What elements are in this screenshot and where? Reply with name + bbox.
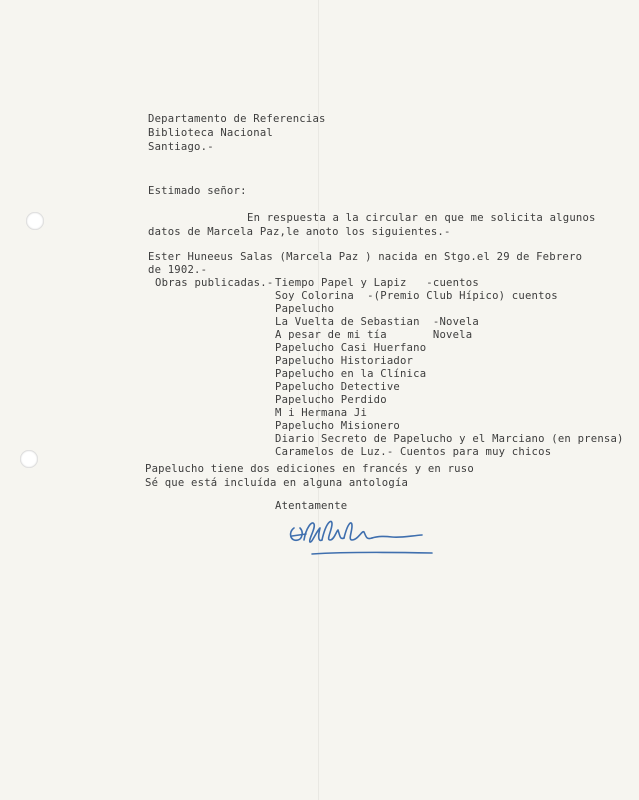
work-item: Papelucho Historiador xyxy=(275,355,414,367)
work-item: Papelucho en la Clínica xyxy=(275,368,427,380)
birth-line-1: Ester Huneeus Salas (Marcela Paz ) nacida en Stgo.el 29 de Febrero xyxy=(148,251,583,263)
address-line-3: Santiago.- xyxy=(148,141,214,153)
punch-hole xyxy=(20,450,38,468)
address-line-2: Biblioteca Nacional xyxy=(148,127,273,139)
work-item: Papelucho Perdido xyxy=(275,394,387,406)
intro-line-2: datos de Marcela Paz,le anoto los siguientes.- xyxy=(148,226,451,238)
works-label: Obras publicadas.- xyxy=(155,277,274,289)
work-item: Diario Secreto de Papelucho y el Marciano (en prensa) xyxy=(275,433,624,445)
work-item: Papelucho Casi Huerfano xyxy=(275,342,427,354)
work-item: La Vuelta de Sebastian -Novela xyxy=(275,316,479,328)
closing: Atentamente xyxy=(275,500,348,512)
work-item: Tiempo Papel y Lapiz -cuentos xyxy=(275,277,479,289)
work-item: M i Hermana Ji xyxy=(275,407,368,419)
work-item: Papelucho xyxy=(275,303,335,315)
address-line-1: Departamento de Referencias xyxy=(148,113,326,125)
signature xyxy=(282,510,442,570)
note-line-1: Papelucho tiene dos ediciones en francés y en ruso xyxy=(145,463,474,475)
intro-line-1: En respuesta a la circular en que me solicita algunos xyxy=(247,212,596,224)
work-item: Papelucho Detective xyxy=(275,381,400,393)
greeting: Estimado señor: xyxy=(148,185,247,197)
work-item: Papelucho Misionero xyxy=(275,420,400,432)
work-item: Caramelos de Luz.- Cuentos para muy chicos xyxy=(275,446,552,458)
work-item: Soy Colorina -(Premio Club Hípico) cuentos xyxy=(275,290,558,302)
punch-hole xyxy=(26,212,44,230)
birth-line-2: de 1902.- xyxy=(148,264,208,276)
work-item: A pesar de mi tía Novela xyxy=(275,329,473,341)
note-line-2: Sé que está incluída en alguna antología xyxy=(145,477,409,489)
